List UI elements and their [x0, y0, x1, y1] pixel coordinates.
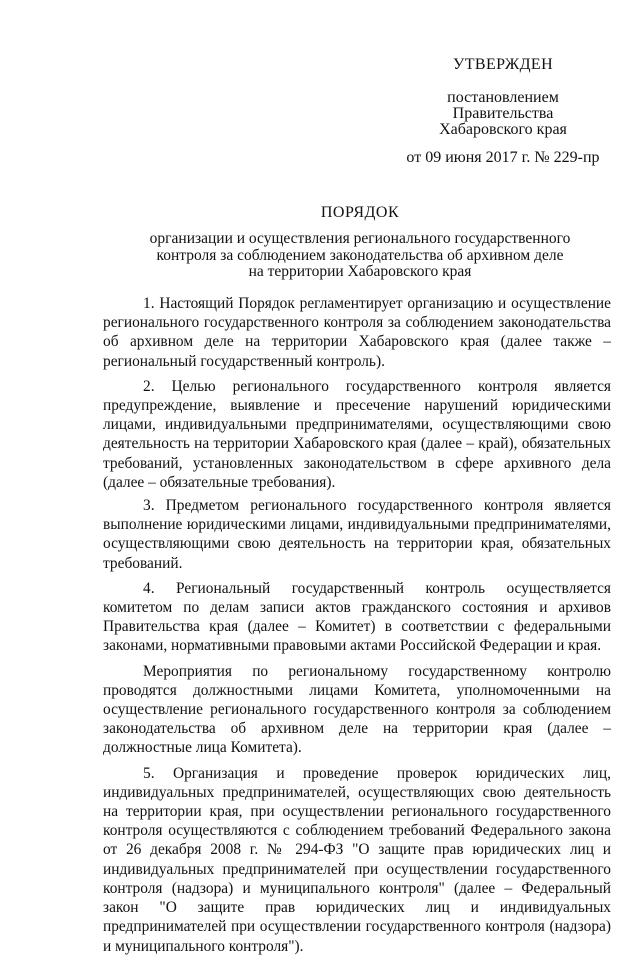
approval-line: Правительства — [452, 105, 554, 122]
document-title-block — [100, 203, 620, 281]
document-title: ПОРЯДОК — [320, 204, 400, 221]
approval-date: от 09 июня 2017 г. № 229-пр — [406, 149, 600, 166]
paragraph-3: 3. Предметом регионального государственного контроля является выполнение юридическими лицами, индивидуальными предпринимателями, осуществляющими свою деятельность на территории края, обязательных требований. — [103, 497, 611, 572]
approval-line: постановлением — [447, 89, 559, 106]
paragraph-5: 5. Организация и проведение проверок юридических лиц, индивидуальных предпринимателей, осуществляющих свою деятельность на территории края, при осуществлении регионального государственного контроля осуществляются с соблюдением требований Федерального закона от 26 декабря 2008 г. № 294-ФЗ "О защите прав юридических лиц и индивидуальных предпринимателей при осуществлении государственного контроля (надзора) и муниципального контроля" (далее – Федеральный закон "О защите прав юридических лиц и индивидуальных предпринимателей при осуществлении государственного контроля (надзора) и муниципального контроля"). — [103, 764, 611, 955]
paragraph-1: 1. Настоящий Порядок регламентирует организацию и осуществление регионального государственного контроля за соблюдением законодательства об архивном деле на территории Хабаровского края (далее также – региональный государственный контроль). — [103, 295, 611, 370]
document-subtitle-line: контроля за соблюдением законодательства об архивном деле — [156, 246, 564, 264]
document-subtitle-line: на территории Хабаровского края — [248, 263, 472, 280]
approval-line: Хабаровского края — [439, 121, 567, 138]
paragraph-2: 2. Целью регионального государственного контроля является предупреждение, выявление и пресечение нарушений юридическими лицами, индивидуальными предпринимателями, осуществляющими свою деятельность на территории Хабаровского края (далее – край), обязательных требований, установленных законодательством в сфере архивного дела (далее – обязательные требования). — [103, 377, 611, 491]
document-subtitle-line: организации и осуществления регионального государственного — [149, 230, 571, 247]
approval-stamp-block — [398, 55, 608, 166]
paragraph-4: 4. Региональный государственный контроль осуществляется комитетом по делам записи актов гражданского состояния и архивов Правительства края (далее – Комитет) в соответствии с федеральными законами, нормативными правовыми актами Российской Федерации и края. — [103, 579, 611, 655]
paragraph-4-continued: Мероприятия по региональному государственному контролю проводятся должностными лицами Комитета, уполномоченными на осуществление регионального государственного контроля за соблюдением законодательства об архивном деле на территории края (далее – должностные лица Комитета). — [103, 662, 611, 757]
document-body — [103, 294, 611, 962]
approval-heading: УТВЕРЖДЕН — [452, 56, 554, 73]
